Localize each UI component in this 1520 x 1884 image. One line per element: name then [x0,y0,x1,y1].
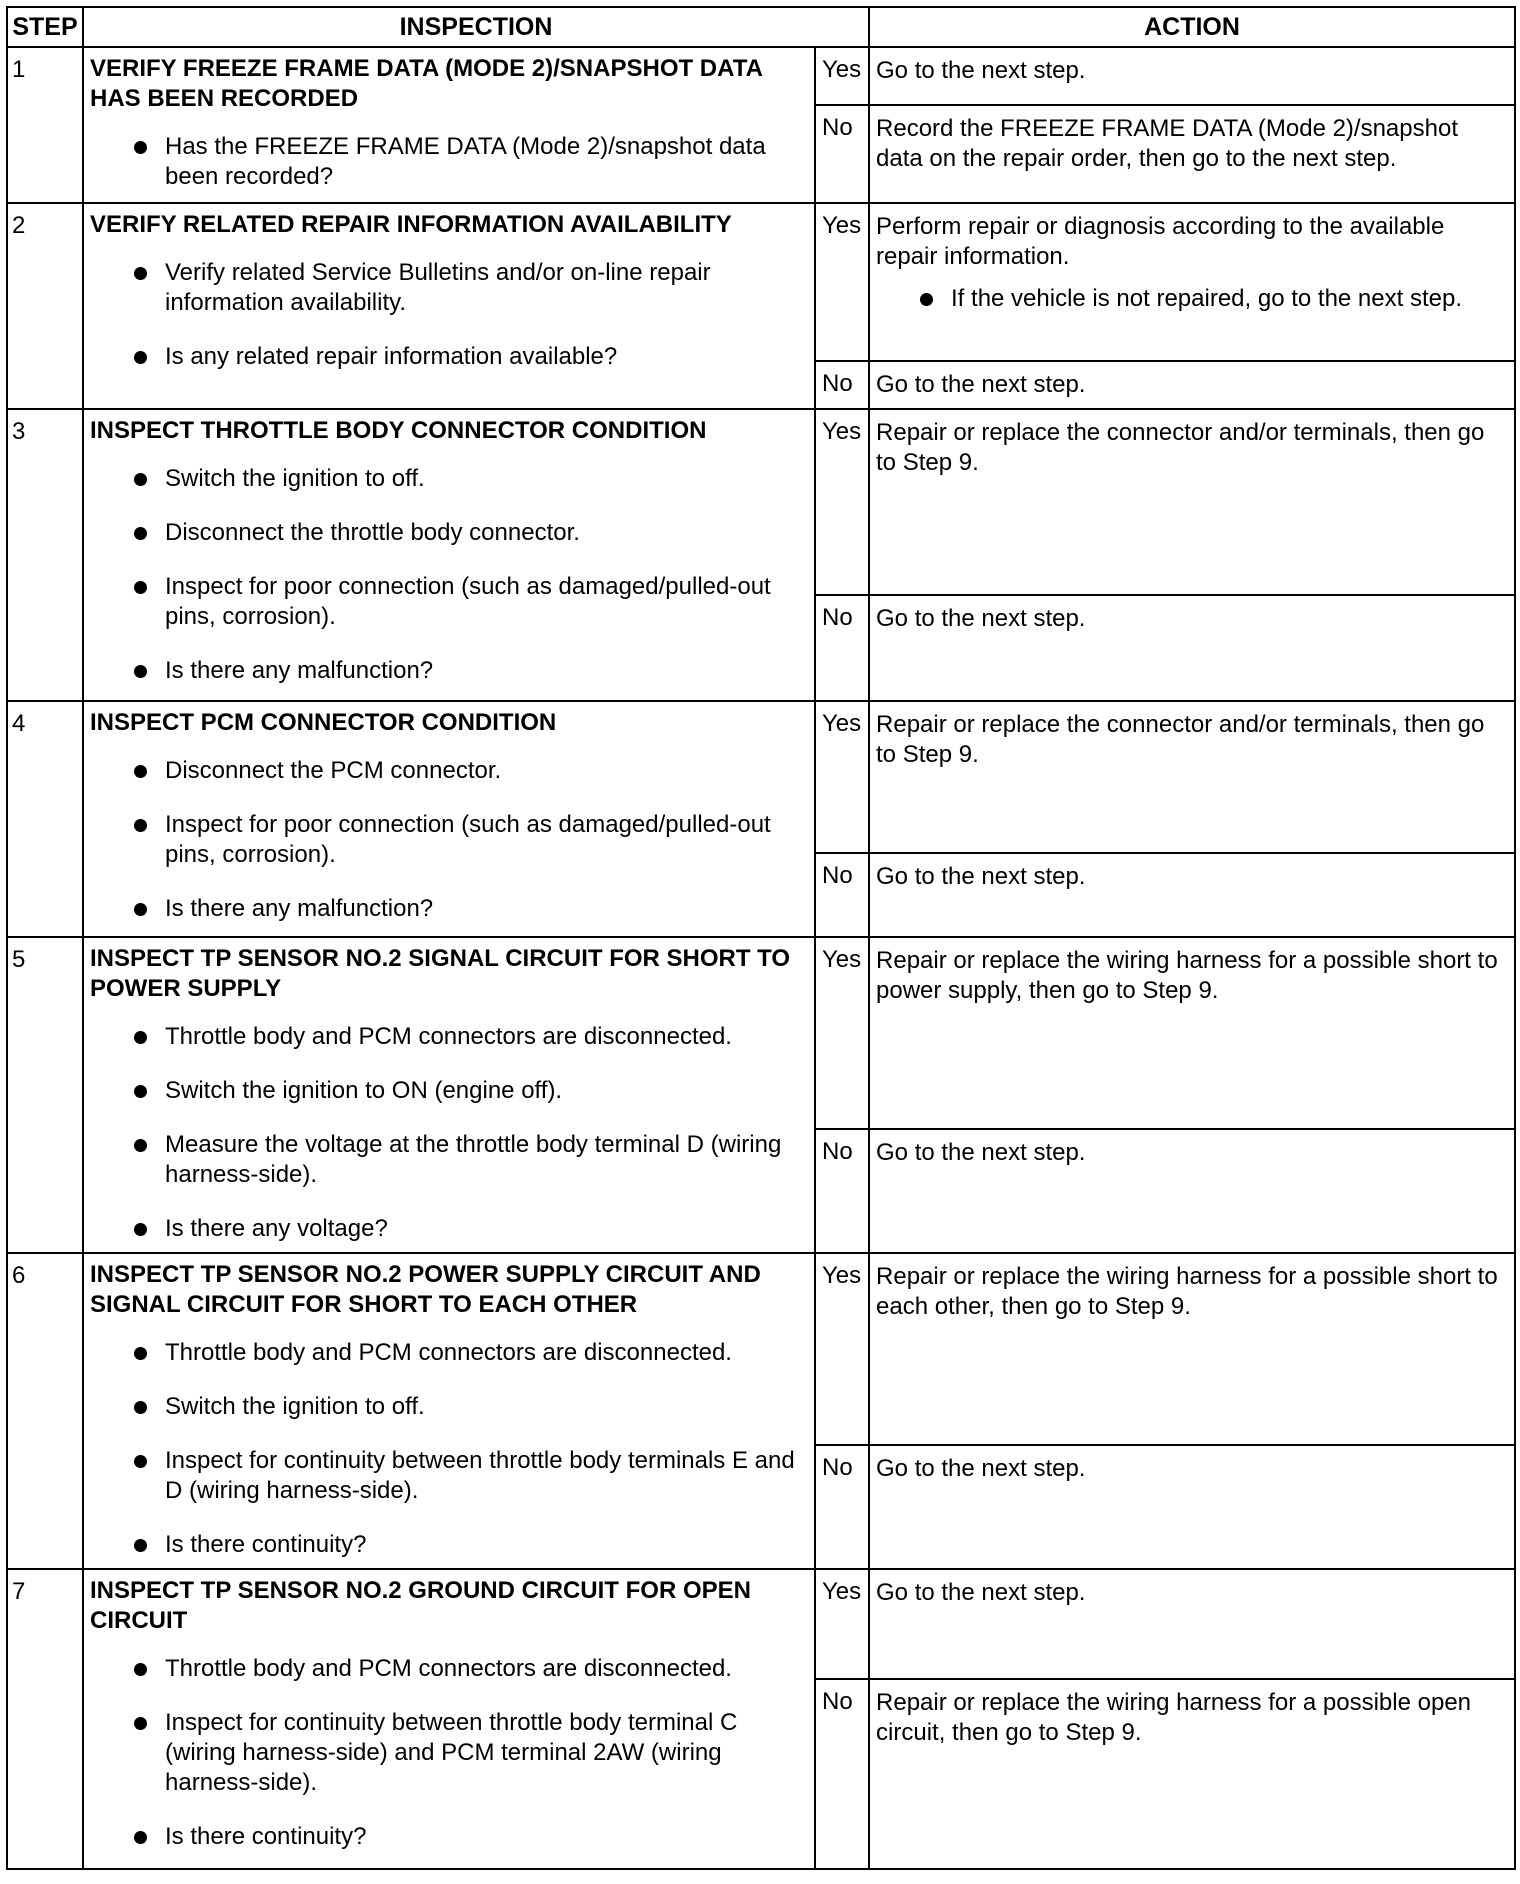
bullet-icon [134,1085,147,1098]
bullet-icon [134,1223,147,1236]
no-action-cell [869,595,1515,701]
step-number: 4 [7,701,83,937]
yes-label: Yes [815,47,869,105]
yes-action-text: Repair or replace the connector and/or terminals, then go to Step 9. [876,419,1485,476]
inspection-bullet-item [90,1708,806,1798]
inspection-bullet-text: Is there any voltage? [165,1215,388,1242]
diagnostic-table-wrapper [6,6,1514,1870]
no-label: No [815,853,869,937]
header-inspection: INSPECTION [83,7,869,47]
bullet-icon [134,765,147,778]
inspection-bullet-item [90,1076,806,1106]
bullet-icon [134,1347,147,1360]
table-row [7,47,1515,105]
step-number: 5 [7,937,83,1253]
inspection-bullet-item [90,1130,806,1190]
no-action-cell [869,853,1515,937]
inspection-bullet-text: Is there continuity? [165,1531,367,1558]
inspection-bullet-text: Throttle body and PCM connectors are disconnected. [165,1339,732,1366]
no-label: No [815,361,869,409]
yes-label: Yes [815,409,869,595]
table-row [7,937,1515,1129]
no-label: No [815,1445,869,1569]
bullet-icon [134,1031,147,1044]
step-number: 2 [7,203,83,409]
inspection-cell [83,1253,815,1569]
no-action-cell [869,1445,1515,1569]
bullet-icon [134,819,147,832]
inspection-bullet-text: Inspect for continuity between throttle body terminals E and D (wiring harness-side). [165,1447,795,1504]
yes-label: Yes [815,937,869,1129]
no-label: No [815,1129,869,1253]
inspection-bullet-item [90,1022,806,1052]
yes-label: Yes [815,203,869,361]
yes-label: Yes [815,1569,869,1679]
no-action-cell [869,1129,1515,1253]
no-label: No [815,1679,869,1869]
no-label: No [815,105,869,203]
inspection-bullet-text: Is there continuity? [165,1823,367,1850]
yes-action-text: Repair or replace the connector and/or terminals, then go to Step 9. [876,711,1485,768]
inspection-bullet-item [90,1338,806,1368]
inspection-bullet-item [90,1530,806,1560]
inspection-title: INSPECT PCM CONNECTOR CONDITION [90,709,557,736]
inspection-title: VERIFY FREEZE FRAME DATA (MODE 2)/SNAPSHOT DATA HAS BEEN RECORDED [90,55,763,112]
bullet-icon [134,1663,147,1676]
inspection-bullet-text: Disconnect the throttle body connector. [165,519,580,546]
inspection-bullet-text: Throttle body and PCM connectors are disconnected. [165,1655,732,1682]
no-action-cell [869,1679,1515,1869]
diagnostic-table [6,6,1516,1870]
header-step: STEP [7,7,83,47]
no-label: No [815,595,869,701]
inspection-bullets [90,464,806,686]
inspection-cell [83,1569,815,1869]
step-number: 1 [7,47,83,203]
inspection-title: VERIFY RELATED REPAIR INFORMATION AVAILABILITY [90,211,732,238]
yes-action-cell [869,1253,1515,1445]
inspection-bullets [90,132,806,192]
bullet-icon [134,1401,147,1414]
bullet-icon [134,267,147,280]
inspection-title: INSPECT TP SENSOR NO.2 POWER SUPPLY CIRCUIT AND SIGNAL CIRCUIT FOR SHORT TO EACH OTHER [90,1261,761,1318]
bullet-icon [134,1139,147,1152]
yes-action-cell [869,701,1515,853]
bullet-icon [134,1539,147,1552]
inspection-bullets [90,1654,806,1852]
yes-action-cell [869,937,1515,1129]
inspection-bullet-text: Is there any malfunction? [165,657,434,684]
bullet-icon [920,293,933,306]
no-action-text: Go to the next step. [876,863,1086,890]
inspection-bullet-item [90,894,806,924]
inspection-bullet-item [90,1392,806,1422]
no-action-text: Go to the next step. [876,605,1086,632]
inspection-bullet-text: Throttle body and PCM connectors are disconnected. [165,1023,732,1050]
inspection-bullet-text: Verify related Service Bulletins and/or on-line repair information availability. [165,259,711,316]
inspection-bullet-item [90,1654,806,1684]
inspection-bullets [90,258,806,372]
inspection-bullet-text: Disconnect the PCM connector. [165,757,502,784]
inspection-bullets [90,756,806,924]
table-header-row [7,7,1515,47]
inspection-bullet-item [90,656,806,686]
bullet-icon [134,1455,147,1468]
inspection-bullet-item [90,810,806,870]
yes-action-text: Go to the next step. [876,57,1086,84]
yes-action-text: Repair or replace the wiring harness for a possible short to each other, then go to Step 9. [876,1263,1498,1320]
table-row [7,1569,1515,1679]
inspection-bullet-text: Is any related repair information available? [165,343,618,370]
inspection-bullets [90,1022,806,1244]
inspection-bullet-text: Inspect for poor connection (such as damaged/pulled-out pins, corrosion). [165,811,771,868]
bullet-icon [134,665,147,678]
inspection-bullet-text: Inspect for poor connection (such as damaged/pulled-out pins, corrosion). [165,573,771,630]
no-action-text: Go to the next step. [876,1138,1086,1166]
yes-action-text: Perform repair or diagnosis according to the available repair information. [876,213,1445,270]
table-row [7,701,1515,853]
inspection-bullet-item [90,1822,806,1852]
no-action-cell [869,361,1515,409]
yes-action-text: Go to the next step. [876,1579,1086,1606]
yes-label: Yes [815,1253,869,1445]
inspection-title: INSPECT THROTTLE BODY CONNECTOR CONDITION [90,417,707,444]
step-number: 3 [7,409,83,701]
bullet-icon [134,351,147,364]
yes-action-cell [869,47,1515,105]
inspection-bullet-item [90,464,806,494]
yes-action-cell [869,203,1515,361]
bullet-icon [134,903,147,916]
inspection-bullet-item [90,756,806,786]
inspection-cell [83,937,815,1253]
inspection-bullet-text: Switch the ignition to ON (engine off). [165,1077,563,1104]
yes-action-cell [869,1569,1515,1679]
inspection-bullet-item [90,258,806,318]
bullet-icon [134,473,147,486]
table-row [7,203,1515,361]
yes-action-cell [869,409,1515,595]
bullet-icon [134,1831,147,1844]
yes-action-bullets [876,284,1506,314]
inspection-title: INSPECT TP SENSOR NO.2 SIGNAL CIRCUIT FOR SHORT TO POWER SUPPLY [90,945,791,1002]
inspection-bullet-item [90,342,806,372]
inspection-cell [83,701,815,937]
inspection-cell [83,203,815,409]
inspection-bullet-item [90,572,806,632]
yes-action-text: Repair or replace the wiring harness for a possible short to power supply, then go to Step 9. [876,947,1498,1004]
no-action-text: Record the FREEZE FRAME DATA (Mode 2)/snapshot data on the repair order, then go to the next step. [876,115,1458,172]
inspection-bullet-item [90,1446,806,1506]
table-row [7,1253,1515,1445]
bullet-icon [134,581,147,594]
no-action-cell [869,105,1515,203]
inspection-bullets [90,1338,806,1560]
inspection-bullet-item [90,132,806,192]
step-number: 6 [7,1253,83,1569]
table-body [7,47,1515,1869]
inspection-bullet-text: Measure the voltage at the throttle body terminal D (wiring harness-side). [165,1131,782,1188]
inspection-cell [83,409,815,701]
step-number: 7 [7,1569,83,1869]
no-action-text: Go to the next step. [876,371,1086,398]
header-action: ACTION [869,7,1515,47]
inspection-bullet-text: Has the FREEZE FRAME DATA (Mode 2)/snapshot data been recorded? [165,133,766,190]
inspection-bullet-text: Is there any malfunction? [165,895,434,922]
inspection-bullet-item [90,1214,806,1244]
bullet-icon [134,527,147,540]
bullet-icon [134,1717,147,1730]
inspection-bullet-text: Switch the ignition to off. [165,465,425,492]
yes-label: Yes [815,701,869,853]
inspection-bullet-item [90,518,806,548]
inspection-cell [83,47,815,203]
no-action-text: Repair or replace the wiring harness for a possible open circuit, then go to Step 9. [876,1689,1472,1746]
no-action-text: Go to the next step. [876,1454,1086,1482]
inspection-bullet-text: Inspect for continuity between throttle body terminal C (wiring harness-side) and PCM terminal 2AW (wiring harness-side). [165,1709,738,1796]
action-bullet-text: If the vehicle is not repaired, go to the next step. [951,285,1462,312]
bullet-icon [134,141,147,154]
inspection-bullet-text: Switch the ignition to off. [165,1393,425,1420]
action-bullet-item [876,284,1506,314]
inspection-title: INSPECT TP SENSOR NO.2 GROUND CIRCUIT FOR OPEN CIRCUIT [90,1577,751,1634]
table-row [7,409,1515,595]
